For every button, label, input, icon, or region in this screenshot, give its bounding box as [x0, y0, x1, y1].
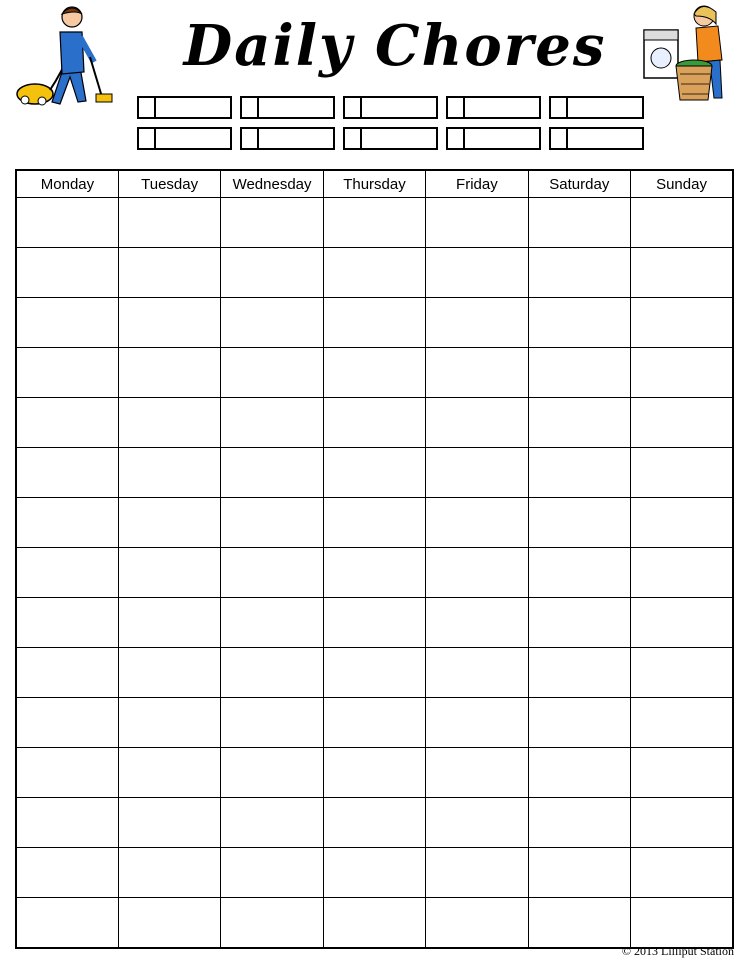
chore-cell-tuesday[interactable]: [118, 398, 220, 448]
chore-cell-monday[interactable]: [16, 698, 118, 748]
legend-box[interactable]: [343, 96, 438, 119]
legend-box[interactable]: [446, 127, 541, 150]
chore-cell-friday[interactable]: [426, 298, 528, 348]
day-header-saturday: Saturday: [528, 170, 630, 198]
chore-cell-wednesday[interactable]: [221, 548, 323, 598]
legend-color-swatch[interactable]: [551, 98, 568, 117]
chore-cell-sunday[interactable]: [631, 448, 733, 498]
chore-cell-monday[interactable]: [16, 298, 118, 348]
chore-cell-sunday[interactable]: [631, 598, 733, 648]
chore-cell-tuesday[interactable]: [118, 598, 220, 648]
chore-cell-tuesday[interactable]: [118, 348, 220, 398]
chore-cell-sunday[interactable]: [631, 898, 733, 949]
chore-cell-thursday[interactable]: [323, 698, 425, 748]
chore-cell-saturday[interactable]: [528, 348, 630, 398]
chore-cell-saturday[interactable]: [528, 798, 630, 848]
chore-row: [16, 598, 733, 648]
chore-row: [16, 798, 733, 848]
chore-cell-thursday[interactable]: [323, 898, 425, 949]
chore-cell-friday[interactable]: [426, 198, 528, 248]
legend-box[interactable]: [240, 96, 335, 119]
chore-cell-monday[interactable]: [16, 248, 118, 298]
chore-cell-saturday[interactable]: [528, 198, 630, 248]
legend-box[interactable]: [549, 127, 644, 150]
chore-cell-friday[interactable]: [426, 348, 528, 398]
chore-cell-tuesday[interactable]: [118, 798, 220, 848]
chore-cell-wednesday[interactable]: [221, 348, 323, 398]
chore-cell-sunday[interactable]: [631, 648, 733, 698]
chore-cell-wednesday[interactable]: [221, 798, 323, 848]
chore-cell-monday[interactable]: [16, 348, 118, 398]
chore-cell-wednesday[interactable]: [221, 648, 323, 698]
chore-cell-sunday[interactable]: [631, 198, 733, 248]
chore-cell-wednesday[interactable]: [221, 598, 323, 648]
legend-label[interactable]: [159, 129, 228, 148]
chore-cell-sunday[interactable]: [631, 498, 733, 548]
chore-row: [16, 498, 733, 548]
legend-label[interactable]: [365, 98, 434, 117]
chore-row: [16, 448, 733, 498]
chore-cell-wednesday[interactable]: [221, 498, 323, 548]
legend-label[interactable]: [468, 98, 537, 117]
chore-cell-tuesday[interactable]: [118, 498, 220, 548]
chore-cell-saturday[interactable]: [528, 298, 630, 348]
chore-cell-tuesday[interactable]: [118, 548, 220, 598]
chore-cell-sunday[interactable]: [631, 848, 733, 898]
chore-cell-thursday[interactable]: [323, 748, 425, 798]
chore-cell-saturday[interactable]: [528, 898, 630, 949]
chore-cell-tuesday[interactable]: [118, 198, 220, 248]
chore-row: [16, 298, 733, 348]
chore-cell-friday[interactable]: [426, 698, 528, 748]
chore-cell-tuesday[interactable]: [118, 298, 220, 348]
legend-label[interactable]: [262, 98, 331, 117]
chore-cell-monday[interactable]: [16, 798, 118, 848]
legend-color-swatch[interactable]: [345, 129, 362, 148]
legend-label[interactable]: [159, 98, 228, 117]
chore-cell-thursday[interactable]: [323, 298, 425, 348]
legend-color-swatch[interactable]: [551, 129, 568, 148]
chore-cell-sunday[interactable]: [631, 248, 733, 298]
chore-cell-saturday[interactable]: [528, 648, 630, 698]
chore-cell-wednesday[interactable]: [221, 198, 323, 248]
chore-cell-wednesday[interactable]: [221, 898, 323, 949]
day-header-tuesday: Tuesday: [118, 170, 220, 198]
chore-cell-tuesday[interactable]: [118, 748, 220, 798]
girl-laundry-icon: [642, 2, 738, 106]
legend-color-swatch[interactable]: [345, 98, 362, 117]
chore-cell-sunday[interactable]: [631, 298, 733, 348]
chore-cell-saturday[interactable]: [528, 498, 630, 548]
day-header-friday: Friday: [426, 170, 528, 198]
chore-row: [16, 748, 733, 798]
chore-cell-thursday[interactable]: [323, 248, 425, 298]
chore-cell-tuesday[interactable]: [118, 698, 220, 748]
chore-cell-friday[interactable]: [426, 848, 528, 898]
chore-cell-tuesday[interactable]: [118, 648, 220, 698]
chore-row: [16, 548, 733, 598]
legend-color-swatch[interactable]: [242, 129, 259, 148]
chore-cell-monday[interactable]: [16, 848, 118, 898]
legend-label[interactable]: [262, 129, 331, 148]
chore-cell-sunday[interactable]: [631, 348, 733, 398]
chore-cell-thursday[interactable]: [323, 448, 425, 498]
chore-cell-monday[interactable]: [16, 648, 118, 698]
chore-cell-thursday[interactable]: [323, 848, 425, 898]
copyright: © 2013 Lilliput Station: [621, 944, 734, 958]
chore-cell-monday[interactable]: [16, 398, 118, 448]
chore-cell-friday[interactable]: [426, 398, 528, 448]
legend-box[interactable]: [137, 96, 232, 119]
chore-cell-tuesday[interactable]: [118, 848, 220, 898]
chore-cell-thursday[interactable]: [323, 648, 425, 698]
chore-cell-thursday[interactable]: [323, 798, 425, 848]
chore-cell-friday[interactable]: [426, 498, 528, 548]
day-header-wednesday: Wednesday: [221, 170, 323, 198]
chore-cell-wednesday[interactable]: [221, 448, 323, 498]
day-header-row: [16, 170, 733, 198]
chore-cell-monday[interactable]: [16, 898, 118, 949]
chore-cell-thursday[interactable]: [323, 398, 425, 448]
legend-color-swatch[interactable]: [448, 98, 465, 117]
chore-row: [16, 648, 733, 698]
chore-cell-thursday[interactable]: [323, 348, 425, 398]
chore-cell-sunday[interactable]: [631, 748, 733, 798]
chore-cell-sunday[interactable]: [631, 398, 733, 448]
chore-cell-wednesday[interactable]: [221, 398, 323, 448]
chore-cell-saturday[interactable]: [528, 448, 630, 498]
chore-cell-thursday[interactable]: [323, 498, 425, 548]
chore-cell-wednesday[interactable]: [221, 848, 323, 898]
chore-cell-tuesday[interactable]: [118, 448, 220, 498]
chore-cell-monday[interactable]: [16, 498, 118, 548]
chore-row: [16, 398, 733, 448]
chart-body: [16, 198, 733, 949]
page-title: Daily Chores: [183, 13, 607, 79]
chore-cell-monday[interactable]: [16, 548, 118, 598]
legend-color-swatch[interactable]: [242, 98, 259, 117]
legend-box[interactable]: [240, 127, 335, 150]
chore-cell-saturday[interactable]: [528, 598, 630, 648]
legend-label[interactable]: [468, 129, 537, 148]
chore-cell-monday[interactable]: [16, 448, 118, 498]
legend-box[interactable]: [343, 127, 438, 150]
chore-cell-friday[interactable]: [426, 448, 528, 498]
chore-cell-saturday[interactable]: [528, 748, 630, 798]
legend-box[interactable]: [446, 96, 541, 119]
legend-color-swatch[interactable]: [139, 129, 156, 148]
chore-cell-thursday[interactable]: [323, 548, 425, 598]
day-header-sunday: Sunday: [631, 170, 733, 198]
chore-row: [16, 698, 733, 748]
chore-row: [16, 898, 733, 949]
day-header-thursday: Thursday: [323, 170, 425, 198]
boy-vacuuming-icon: [10, 2, 120, 110]
chore-cell-saturday[interactable]: [528, 698, 630, 748]
legend-label[interactable]: [571, 98, 640, 117]
legend-label[interactable]: [365, 129, 434, 148]
chore-cell-thursday[interactable]: [323, 598, 425, 648]
chore-cell-saturday[interactable]: [528, 848, 630, 898]
chore-cell-friday[interactable]: [426, 748, 528, 798]
legend-color-swatch[interactable]: [448, 129, 465, 148]
chore-row: [16, 348, 733, 398]
chore-cell-friday[interactable]: [426, 548, 528, 598]
chore-row: [16, 248, 733, 298]
chore-cell-saturday[interactable]: [528, 248, 630, 298]
chore-cell-wednesday[interactable]: [221, 248, 323, 298]
legend-box[interactable]: [549, 96, 644, 119]
chore-cell-friday[interactable]: [426, 598, 528, 648]
chore-cell-wednesday[interactable]: [221, 698, 323, 748]
chore-cell-monday[interactable]: [16, 748, 118, 798]
legend-label[interactable]: [571, 129, 640, 148]
chore-cell-sunday[interactable]: [631, 798, 733, 848]
chore-cell-wednesday[interactable]: [221, 748, 323, 798]
day-header-monday: Monday: [16, 170, 118, 198]
legend-color-swatch[interactable]: [139, 98, 156, 117]
chore-cell-tuesday[interactable]: [118, 248, 220, 298]
chore-row: [16, 198, 733, 248]
chore-cell-sunday[interactable]: [631, 548, 733, 598]
chore-cell-saturday[interactable]: [528, 548, 630, 598]
chore-cell-friday[interactable]: [426, 898, 528, 949]
chore-cell-tuesday[interactable]: [118, 898, 220, 949]
chore-cell-saturday[interactable]: [528, 398, 630, 448]
chore-cell-wednesday[interactable]: [221, 298, 323, 348]
legend-box[interactable]: [137, 127, 232, 150]
chore-cell-monday[interactable]: [16, 198, 118, 248]
chore-cell-thursday[interactable]: [323, 198, 425, 248]
chore-cell-friday[interactable]: [426, 798, 528, 848]
chore-cell-monday[interactable]: [16, 598, 118, 648]
chore-cell-friday[interactable]: [426, 248, 528, 298]
chore-row: [16, 848, 733, 898]
chore-cell-sunday[interactable]: [631, 698, 733, 748]
chore-cell-friday[interactable]: [426, 648, 528, 698]
chore-chart: [15, 169, 734, 949]
